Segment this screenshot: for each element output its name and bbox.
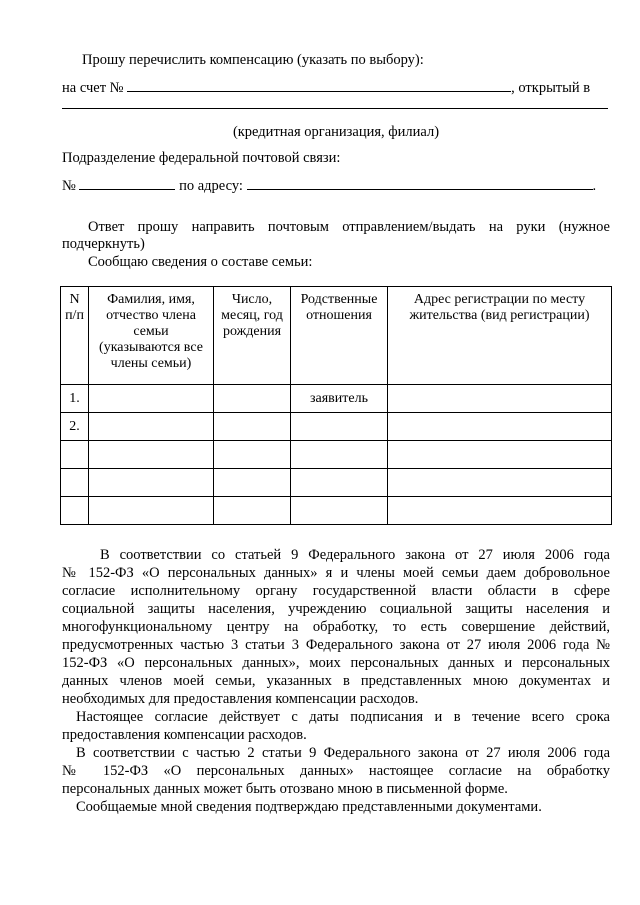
paragraph-line: предусмотренных частью 3 статьи 3 Федерального закона от 27 июля 2006 года № [62,637,610,653]
header-birth-date: Число, месяц, год рождения [214,287,291,385]
cell-number: 2. [61,413,89,441]
cell-birth-date[interactable] [214,497,291,525]
table-row [61,413,612,441]
header-full-name: Фамилия, имя, отчество члена семьи (указываются все члены семьи) [89,287,214,385]
family-table [60,286,612,525]
header-relationship: Родственные отношения [291,287,388,385]
cell-number: 1. [61,385,89,413]
table-header-row [61,287,612,385]
paragraph-line: согласие исполнительному органу государственной власти области в сфере [62,583,610,599]
paragraph-line: необходимых для предоставления компенсации расходов. [62,691,419,707]
post-line-end: . [592,178,597,194]
account-prefix: на счет № [62,80,124,96]
reply-method-line1: Ответ прошу направить почтовым отправлением/выдать на руки (нужное [88,219,610,235]
cell-birth-date[interactable] [214,469,291,497]
cell-birth-date[interactable] [214,385,291,413]
bank-caption: (кредитная организация, филиал) [232,124,440,140]
paragraph-line: социальной защиты населения, учреждению социальной защиты населения и [62,601,610,617]
post-office-label: Подразделение федеральной почтовой связи: [62,150,341,166]
paragraph-line: персональных данных может быть отозвано мною в письменной форме. [62,781,508,797]
transfer-request-text: Прошу перечислить компенсацию (указать по выбору): [82,52,424,68]
header-number: N п/п [61,287,89,385]
cell-number [61,497,89,525]
paragraph-line: В соответствии со статьей 9 Федерального закона от 27 июля 2006 года [100,547,610,563]
post-office-line [62,177,610,195]
consent-paragraph-4 [62,798,610,816]
cell-number [61,441,89,469]
table-row [61,469,612,497]
paragraph-line: № 152-ФЗ «О персональных данных» я и члены моей семьи даем добровольное [62,565,610,581]
bank-name-field[interactable] [62,96,608,109]
post-office-number-field[interactable] [79,177,175,190]
cell-relationship[interactable] [291,497,388,525]
cell-relationship: заявитель [291,385,388,413]
cell-relationship[interactable] [291,441,388,469]
table-row [61,385,612,413]
paragraph-line: данных членов моей семьи, указанных в представленных мною документах и [62,673,610,689]
cell-full-name[interactable] [89,413,214,441]
bank-line [62,96,610,114]
cell-full-name[interactable] [89,385,214,413]
cell-relationship[interactable] [291,413,388,441]
paragraph-line: 152-ФЗ «О персональных данных», моих персональных данных и персональных [62,655,610,671]
cell-full-name[interactable] [89,497,214,525]
cell-address[interactable] [388,441,612,469]
cell-birth-date[interactable] [214,413,291,441]
paragraph-line: многофункциональному центру на обработку, то есть совершение действий, [62,619,610,635]
account-suffix: , открытый в [511,80,591,96]
paragraph-line: Настоящее согласие действует с даты подписания и в течение всего срока [76,709,610,725]
cell-full-name[interactable] [89,469,214,497]
consent-paragraph-1 [62,546,610,708]
cell-birth-date[interactable] [214,441,291,469]
paragraph-line: Сообщаемые мной сведения подтверждаю представленными документами. [76,799,542,815]
paragraph-line: предоставления компенсации расходов. [62,727,307,743]
post-number-prefix: № [62,178,76,194]
cell-relationship[interactable] [291,469,388,497]
cell-address[interactable] [388,497,612,525]
reply-method-line2: подчеркнуть) [62,236,145,252]
table-row [61,441,612,469]
table-row [61,497,612,525]
cell-address[interactable] [388,413,612,441]
header-address: Адрес регистрации по месту жительства (вид регистрации) [388,287,612,385]
cell-full-name[interactable] [89,441,214,469]
cell-address[interactable] [388,469,612,497]
paragraph-line: № 152-ФЗ «О персональных данных» настоящее согласие на обработку [62,763,610,779]
post-address-label: по адресу: [179,178,243,194]
account-line [62,79,610,97]
account-number-field[interactable] [127,79,511,92]
consent-paragraph-2 [62,708,610,744]
consent-paragraph-3 [62,744,610,798]
cell-address[interactable] [388,385,612,413]
cell-number [61,469,89,497]
paragraph-line: В соответствии с частью 2 статьи 9 Федерального закона от 27 июля 2006 года [76,745,610,761]
family-intro: Сообщаю сведения о составе семьи: [88,254,313,270]
post-address-field[interactable] [247,177,593,190]
